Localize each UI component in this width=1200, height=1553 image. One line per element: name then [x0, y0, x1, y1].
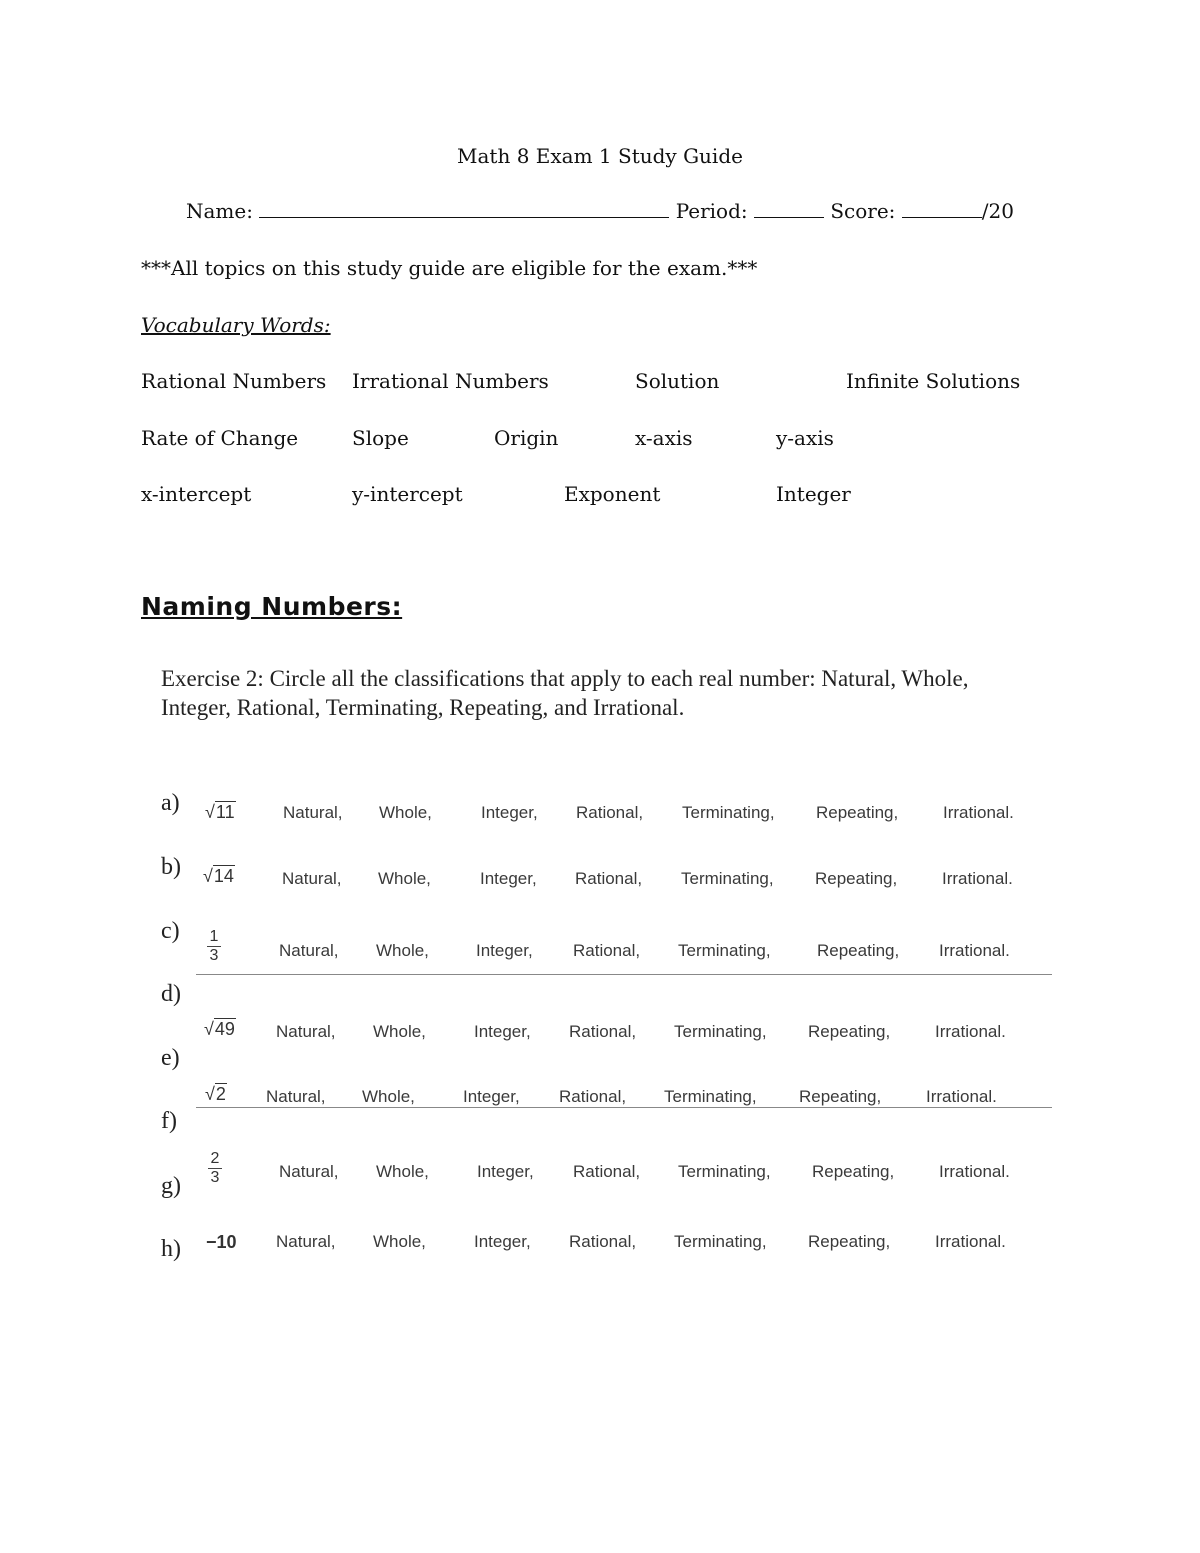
name-field — [186, 199, 1014, 223]
option-natural[interactable]: Natural, — [282, 869, 342, 888]
divider-line — [196, 974, 1052, 975]
option-terminating[interactable]: Terminating, — [674, 1022, 767, 1041]
problem-label: b) — [161, 854, 181, 880]
number-sqrt-49: √49 — [204, 1019, 235, 1039]
option-whole[interactable]: Whole, — [378, 869, 431, 888]
period-label: Period: — [675, 199, 748, 223]
number-sqrt-11: √11 — [205, 802, 235, 822]
score-total: /20 — [981, 199, 1014, 223]
option-repeating[interactable]: Repeating, — [808, 1022, 891, 1041]
option-terminating[interactable]: Terminating, — [664, 1087, 757, 1106]
vocab-word: y-intercept — [352, 482, 463, 506]
option-repeating[interactable]: Repeating, — [812, 1162, 895, 1181]
problem-label: f) — [161, 1108, 177, 1134]
name-blank[interactable] — [259, 199, 669, 218]
option-terminating[interactable]: Terminating, — [678, 1162, 771, 1181]
document-title: Math 8 Exam 1 Study Guide — [457, 144, 743, 168]
option-irrational[interactable]: Irrational. — [939, 941, 1010, 960]
option-repeating[interactable]: Repeating, — [817, 941, 900, 960]
option-rational[interactable]: Rational, — [569, 1232, 637, 1251]
option-irrational[interactable]: Irrational. — [926, 1087, 997, 1106]
vocab-word: Rational Numbers — [141, 369, 327, 393]
vocab-word: Integer — [776, 482, 851, 506]
option-terminating[interactable]: Terminating, — [682, 803, 775, 822]
option-terminating[interactable]: Terminating, — [674, 1232, 767, 1251]
vocab-word: x-axis — [635, 426, 693, 450]
option-whole[interactable]: Whole, — [373, 1232, 426, 1251]
option-natural[interactable]: Natural, — [279, 941, 339, 960]
vocab-word: Rate of Change — [141, 426, 299, 450]
option-whole[interactable]: Whole, — [376, 941, 429, 960]
vocab-word: Exponent — [564, 482, 661, 506]
option-natural[interactable]: Natural, — [266, 1087, 326, 1106]
vocab-word: Solution — [635, 369, 720, 393]
option-whole[interactable]: Whole, — [373, 1022, 426, 1041]
option-irrational[interactable]: Irrational. — [935, 1022, 1006, 1041]
exam-notice: ***All topics on this study guide are eligible for the exam.*** — [141, 256, 758, 280]
problem-label: a) — [161, 790, 180, 816]
number-sqrt-2: √2 — [205, 1084, 226, 1104]
option-whole[interactable]: Whole, — [362, 1087, 415, 1106]
option-integer[interactable]: Integer, — [481, 803, 538, 822]
option-whole[interactable]: Whole, — [376, 1162, 429, 1181]
option-natural[interactable]: Natural, — [276, 1232, 336, 1251]
option-repeating[interactable]: Repeating, — [799, 1087, 882, 1106]
option-irrational[interactable]: Irrational. — [942, 869, 1013, 888]
problem-label: h) — [161, 1236, 181, 1262]
option-rational[interactable]: Rational, — [575, 869, 643, 888]
option-integer[interactable]: Integer, — [477, 1162, 534, 1181]
vocab-word: Irrational Numbers — [352, 369, 549, 393]
problem-label: e) — [161, 1045, 180, 1071]
option-terminating[interactable]: Terminating, — [678, 941, 771, 960]
vocab-word: y-axis — [776, 426, 834, 450]
number-sqrt-14: √14 — [203, 866, 234, 886]
exercise-instructions-line1: Exercise 2: Circle all the classifications that apply to each real number: Natural, Whole, — [161, 666, 969, 691]
option-repeating[interactable]: Repeating, — [808, 1232, 891, 1251]
vocab-word: x-intercept — [141, 482, 252, 506]
option-terminating[interactable]: Terminating, — [681, 869, 774, 888]
option-integer[interactable]: Integer, — [474, 1232, 531, 1251]
period-blank[interactable] — [754, 199, 824, 218]
option-natural[interactable]: Natural, — [283, 803, 343, 822]
name-label: Name: — [186, 199, 253, 223]
option-rational[interactable]: Rational, — [569, 1022, 637, 1041]
option-rational[interactable]: Rational, — [573, 941, 641, 960]
score-label: Score: — [830, 199, 896, 223]
option-integer[interactable]: Integer, — [463, 1087, 520, 1106]
problem-label: d) — [161, 981, 181, 1007]
option-irrational[interactable]: Irrational. — [939, 1162, 1010, 1181]
option-whole[interactable]: Whole, — [379, 803, 432, 822]
option-irrational[interactable]: Irrational. — [935, 1232, 1006, 1251]
option-integer[interactable]: Integer, — [480, 869, 537, 888]
divider-line — [196, 1107, 1052, 1108]
number-fraction-1-3: 1 3 — [207, 928, 221, 965]
option-integer[interactable]: Integer, — [474, 1022, 531, 1041]
option-repeating[interactable]: Repeating, — [815, 869, 898, 888]
option-repeating[interactable]: Repeating, — [816, 803, 899, 822]
problem-label: c) — [161, 918, 180, 944]
exercise-instructions-line2: Integer, Rational, Terminating, Repeating, and Irrational. — [161, 695, 685, 720]
score-blank[interactable] — [902, 199, 982, 218]
option-rational[interactable]: Rational, — [573, 1162, 641, 1181]
vocab-word: Origin — [494, 426, 559, 450]
option-natural[interactable]: Natural, — [276, 1022, 336, 1041]
option-rational[interactable]: Rational, — [559, 1087, 627, 1106]
number-negative-10: −10 — [206, 1232, 237, 1252]
problem-label: g) — [161, 1173, 181, 1199]
vocab-word: Infinite Solutions — [846, 369, 1021, 393]
option-integer[interactable]: Integer, — [476, 941, 533, 960]
option-natural[interactable]: Natural, — [279, 1162, 339, 1181]
option-rational[interactable]: Rational, — [576, 803, 644, 822]
section-heading: Naming Numbers: — [141, 592, 403, 621]
option-irrational[interactable]: Irrational. — [943, 803, 1014, 822]
number-fraction-2-3: 2 3 — [208, 1150, 222, 1187]
vocab-word: Slope — [352, 426, 409, 450]
vocabulary-heading: Vocabulary Words: — [141, 313, 331, 337]
